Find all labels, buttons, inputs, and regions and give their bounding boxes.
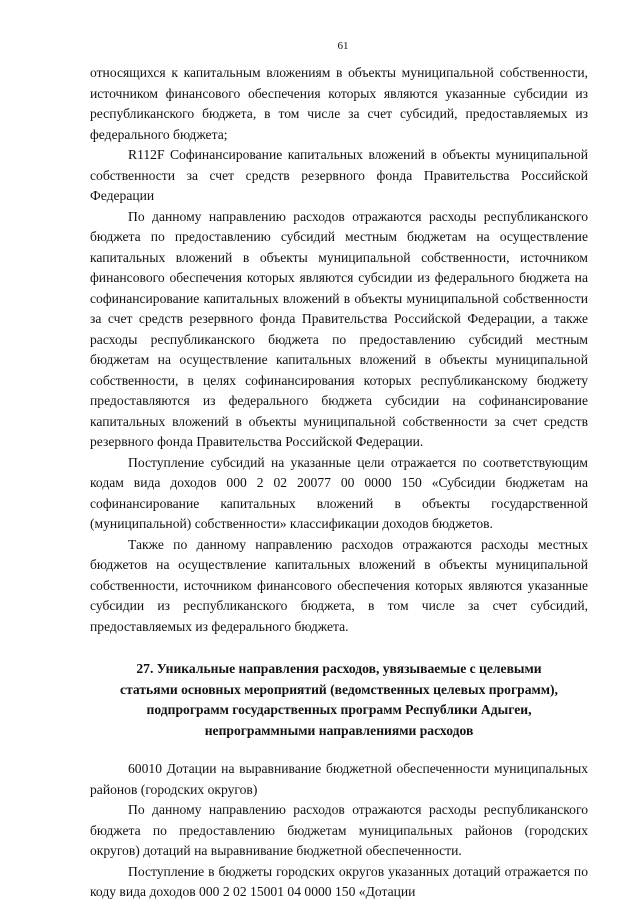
section-heading-line: подпрограмм государственных программ Республики Адыгеи, [146,702,532,717]
paragraph: Поступление в бюджеты городских округов указанных дотаций отражается по коду вида доходов 000 2 02 15001 04 0000 150 «Дотации [90,863,588,899]
paragraph: относящихся к капитальным вложениям в объекты муниципальной собственности, источником финансового обеспечения которых являются указанные субсидии из республиканского бюджета, в том числе за счет субсидий, предоставляемых из федерального бюджета; [90,65,588,142]
section-heading-line: 27. Уникальные направления расходов, увязываемые с целевыми [136,661,542,676]
paragraph: Также по данному направлению расходов отражаются расходы местных бюджетов на осуществление капитальных вложений в объекты муниципальной собственности, источником финансового обеспечения которых являются указанные субсидии из республиканского бюджета, в том числе за счет субсидий, предоставляемых из федерального бюджета. [90,536,588,634]
section-heading-line: статьями основных мероприятий (ведомственных целевых программ), [120,681,558,697]
section-heading [90,659,588,741]
paragraph-r112f-title: R112F Софинансирование капитальных вложений в объекты муниципальной собственности за счет средств резервного фонда Правительства Российской Федерации [90,147,588,203]
page-number: 61 [337,40,349,52]
paragraph: Поступление субсидий на указанные цели отражается по соответствующим кодам вида доходов 000 2 02 20077 00 0000 150 «Субсидии бюджетам на софинансирование капитальных вложений в объекты государственной (муниципальной) собственности» классификации доходов бюджетов. [90,454,588,531]
paragraph: По данному направлению расходов отражаются расходы республиканского бюджета по предоставлению бюджетам муниципальных районов (городских округов) дотаций на выравнивание бюджетной обеспеченности. [90,802,588,858]
paragraph-60010-title: 60010 Дотации на выравнивание бюджетной обеспеченности муниципальных районов (городских округов) [90,761,588,797]
paragraph: По данному направлению расходов отражаются расходы республиканского бюджета по предоставлению субсидий местным бюджетам на осуществление капитальных вложений в объекты муниципальной собственности, источником финансового обеспечения которых являются субсидии из федерального бюджета на софинансирование капитальных вложений в объекты муниципальной собственности за счет средств резервного фонда Правительства Российской Федерации, а также расходы республиканского бюджета по предоставлению субсидий местным бюджетам на осуществление капитальных вложений в объекты муниципальной собственности, в целях софинансирования которых республиканскому бюджету предоставляются из федерального бюджета субсидии на софинансирование капитальных вложений в объекты муниципальной собственности за счет средств резервного фонда Правительства Российской Федерации. [90,208,588,449]
section-heading-line: непрограммными направлениями расходов [204,722,474,738]
